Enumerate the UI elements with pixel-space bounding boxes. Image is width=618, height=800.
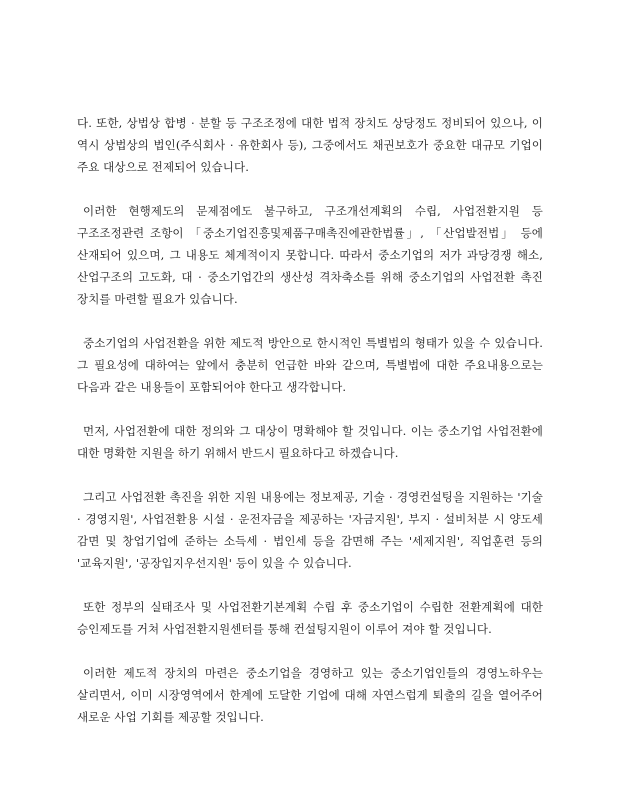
document-body (77, 112, 543, 750)
paragraph-2: 이러한 현행제도의 문제점에도 불구하고, 구조개선계획의 수립, 사업전환지원 등 구조조정관련 조항이 「중소기업진흥및제품구매촉진에관한법률」, 「산업발전법」 등에 산재되어 있으며, 그 내용도 체계적이지 못합니다. 따라서 중소기업의 저가 과당경쟁 해소, 산업구조의 고도화, 대 · 중소기업간의 생산성 격차축소를 위해 중소기업의 사업전환 촉진 장치를 마련할 필요가 있습니다. (77, 204, 543, 306)
paragraph-6: 또한 정부의 실태조사 및 사업전환기본계획 수립 후 중소기업이 수립한 전환계획에 대한 승인제도를 거쳐 사업전환지원센터를 통해 컨설팅지원이 이루어 져야 할 것입니다. (77, 600, 543, 636)
paragraph-5: 그리고 사업전환 촉진을 위한 지원 내용에는 정보제공, 기술 · 경영컨설팅을 지원하는 '기술 · 경영지원', 사업전환용 시설 · 운전자금을 제공하는 '자금지원', 부지 · 설비처분 시 양도세 감면 및 창업기업에 준하는 소득세 · 법인세 등을 감면해 주는 '세제지원', 직업훈련 등의 '교육지원', '공장입지우선지원' 등이 있을 수 있습니다. (77, 490, 543, 570)
paragraph-1: 다. 또한, 상법상 합병 · 분할 등 구조조정에 대한 법적 장치도 상당정도 정비되어 있으나, 이 역시 상법상의 법인(주식회사 · 유한회사 등), 그중에서도 채권보호가 중요한 대규모 기업이 주요 대상으로 전제되어 있습니다. (77, 116, 543, 174)
paragraph-3: 중소기업의 사업전환을 위한 제도적 방안으로 한시적인 특별법의 형태가 있을 수 있습니다. 그 필요성에 대하여는 앞에서 충분히 언급한 바와 같으며, 특별법에 대한 주요내용으로는 다음과 같은 내용들이 포함되어야 한다고 생각합니다. (77, 336, 543, 394)
paragraph-7: 이러한 제도적 장치의 마련은 중소기업을 경영하고 있는 중소기업인들의 경영노하우는 살리면서, 이미 시장영역에서 한계에 도달한 기업에 대해 자연스럽게 퇴출의 길을 열어주어 새로운 사업 기회를 제공할 것입니다. (77, 666, 543, 724)
paragraph-4: 먼저, 사업전환에 대한 정의와 그 대상이 명확해야 할 것입니다. 이는 중소기업 사업전환에 대한 명확한 지원을 하기 위해서 반드시 필요하다고 하겠습니다. (77, 424, 543, 460)
